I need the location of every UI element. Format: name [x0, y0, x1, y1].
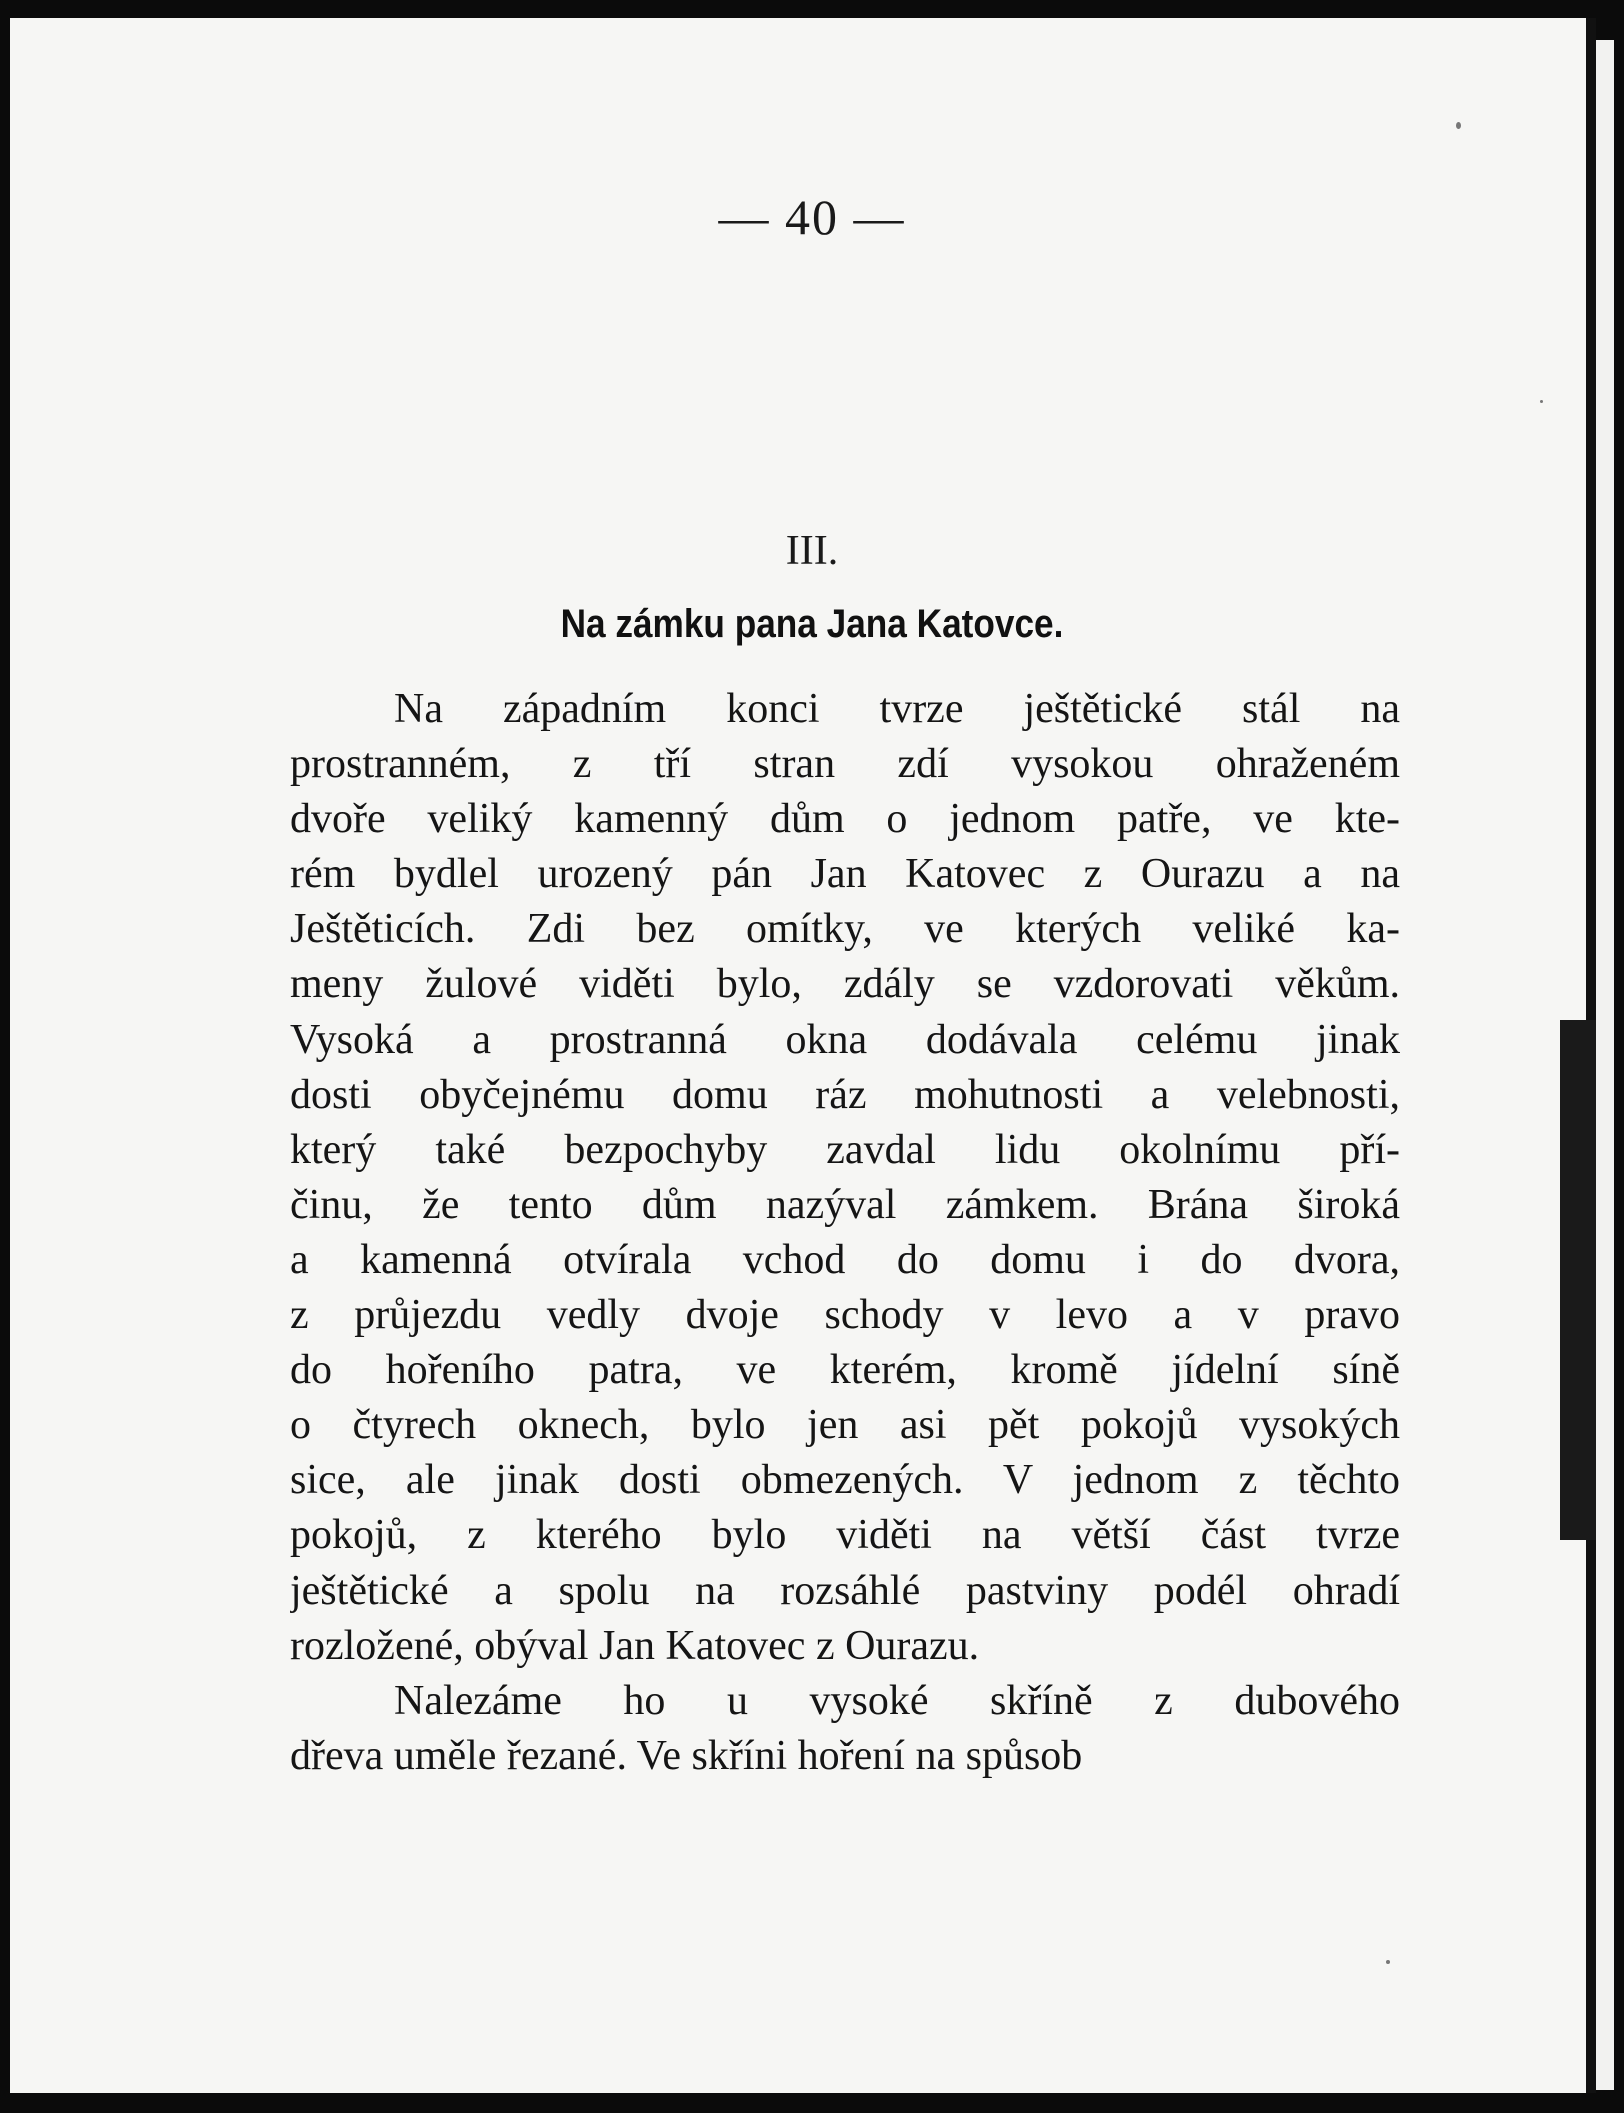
- text-line: ještětické a spolu na rozsáhlé pastviny podél ohradí: [290, 1567, 1400, 1614]
- scan-speck: [1456, 122, 1461, 129]
- scan-adjacent-page-strip: [1596, 40, 1614, 2090]
- text-line: o čtyrech oknech, bylo jen asi pět pokojů vysokých: [290, 1402, 1400, 1449]
- scan-speck: [1540, 400, 1543, 403]
- chapter-title: Na zámku pana Jana Katovce.: [560, 602, 1064, 646]
- text-line: prostranném, z tří stran zdí vysokou ohraženém: [290, 741, 1400, 788]
- body-text: [290, 682, 1400, 1784]
- chapter-number: III.: [785, 528, 839, 574]
- text-line: pokojů, z kterého bylo viděti na větší část tvrze: [290, 1512, 1400, 1559]
- text-line: a kamenná otvírala vchod do domu i do dvora,: [290, 1236, 1400, 1283]
- scan-speck: [1386, 1960, 1390, 1964]
- text-line: dosti obyčejnému domu ráz mohutnosti a velebnosti,: [290, 1071, 1400, 1118]
- text-line: činu, že tento dům nazýval zámkem. Brána široká: [290, 1181, 1400, 1228]
- text-line: Ještěticích. Zdi bez omítky, ve kterých veliké ka-: [290, 906, 1400, 953]
- text-line: dřeva uměle řezané. Ve skříni hoření na spůsob: [290, 1732, 1083, 1779]
- text-line: sice, ale jinak dosti obmezených. V jednom z těchto: [290, 1457, 1400, 1504]
- text-line: do hořeního patra, ve kterém, kromě jídelní síně: [290, 1347, 1400, 1394]
- text-line: rém bydlel urozený pán Jan Katovec z Ourazu a na: [290, 851, 1400, 898]
- text-line: z průjezdu vedly dvoje schody v levo a v pravo: [290, 1292, 1400, 1339]
- text-line: rozložené, obýval Jan Katovec z Ourazu.: [290, 1622, 980, 1669]
- text-line: Na západním konci tvrze ještětické stál na: [394, 686, 1400, 732]
- page-number: — 40 —: [718, 189, 906, 245]
- text-line: dvoře veliký kamenný dům o jednom patře, ve kte-: [290, 796, 1400, 843]
- text-line: Nalezáme ho u vysoké skříně z dubového: [394, 1677, 1400, 1724]
- text-line: Vysoká a prostranná okna dodávala celému jinak: [290, 1016, 1400, 1063]
- text-line: který také bezpochyby zavdal lidu okolnímu pří-: [290, 1126, 1400, 1173]
- scan-binding-shadow: [1560, 1020, 1596, 1540]
- text-line: meny žulové viděti bylo, zdály se vzdorovati věkům.: [290, 961, 1400, 1008]
